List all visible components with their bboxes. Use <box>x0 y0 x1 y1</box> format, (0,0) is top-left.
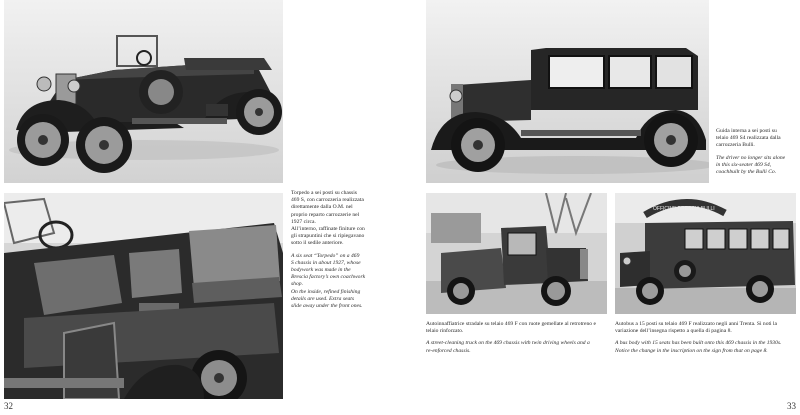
caption-truck <box>426 321 612 355</box>
photo-sedan-bulli <box>426 0 709 183</box>
torpedo-car-illustration <box>4 0 283 183</box>
caption-bus <box>615 321 797 355</box>
page-number-right: 33 <box>787 401 796 411</box>
torpedo-interior-illustration <box>4 193 283 399</box>
caption-bus-italian: Autobus a 15 posti su telaio 469 F realizzato negli anni Trenta. Si noti la variazione dell’insegna rispetto a quella di pagina 8. <box>615 321 778 335</box>
garage-sign-text: OFFICINE BRESCIA BULLI <box>653 206 715 212</box>
caption-bus-english: A bus body with 15 seats has been built onto this 469 chassis in the 1930s. Notice the change in the inscription on the sign from that on page 8. <box>615 340 782 354</box>
sedan-car-illustration <box>426 0 709 183</box>
caption-torpedo <box>291 190 401 310</box>
truck-illustration <box>426 193 607 314</box>
page-number-left: 32 <box>4 401 13 411</box>
photo-torpedo-interior <box>4 193 283 399</box>
photo-torpedo-side <box>4 0 283 183</box>
caption-torpedo-english: A six seat “Torpedo” on a 469 S chassis in about 1927, whose bodywork was made in the Brescia factory’s own coachwork shop. On the inside, refined finishing details are used. Extra seats slide away under the front ones. <box>291 252 366 310</box>
bus-illustration <box>615 193 796 314</box>
caption-sedan <box>716 128 798 176</box>
caption-truck-italian: Autoinnaffiatrice stradale su telaio 469 F con ruote gemellate al retrotreno e telaio rinforzato. <box>426 321 596 335</box>
caption-truck-english: A street-cleaning truck on the 469 chassis with twin driving wheels and a re-enforced chassis. <box>426 340 590 354</box>
caption-sedan-italian: Guida interna a sei posti su telaio 469 S4 realizzata dalla carrozzeria Bulli. <box>716 128 781 149</box>
photo-bus-garage <box>615 193 796 314</box>
photo-street-cleaning-truck <box>426 193 607 314</box>
caption-torpedo-italian: Torpedo a sei posti su chassis 469 S, con carrozzeria realizzata direttamente dalla O.M. nel proprio reparto carrozzerie nel 1927 circa. All’interno, raffinate finiture con gli strapuntini che si ripiegavano sotto il sedile anteriore. <box>291 190 365 247</box>
caption-sedan-english: The driver no longer sits alone in this six-seater 469 S4, coachbuilt by the Bulli Co. <box>716 154 786 176</box>
